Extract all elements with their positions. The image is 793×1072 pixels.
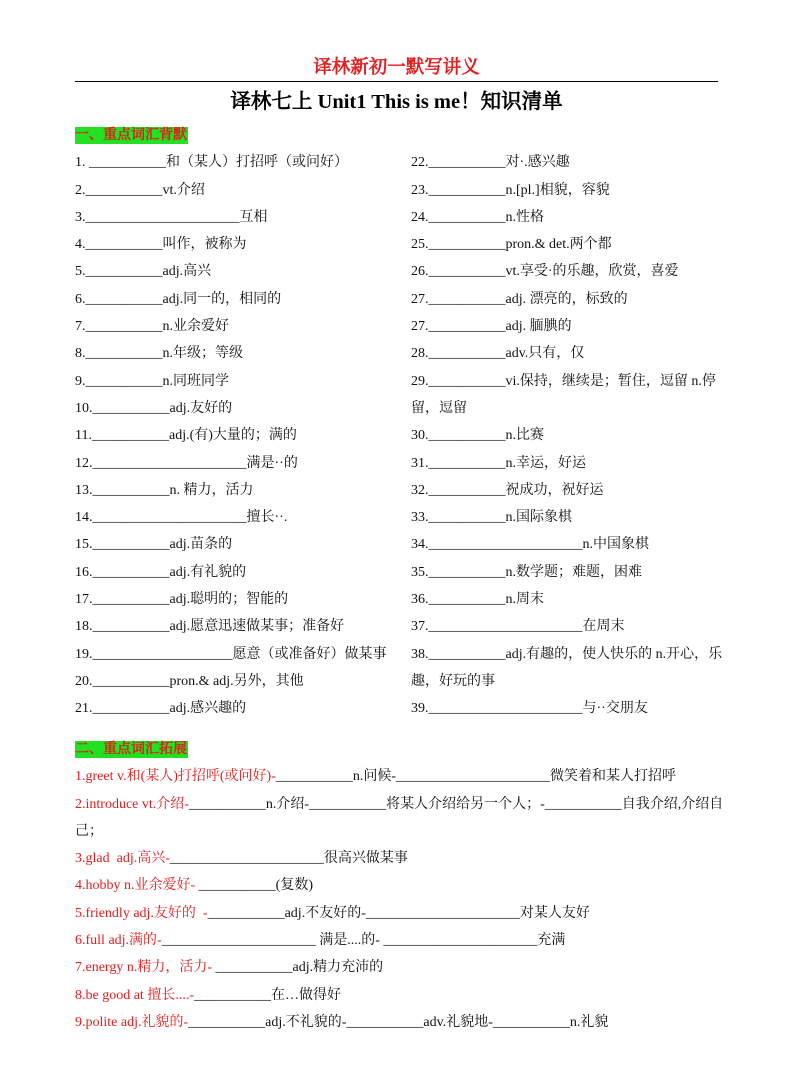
- expansion-item: [75, 845, 730, 872]
- series-title: 译林新初一默写讲义: [313, 58, 480, 78]
- expansion-blanks: ______________________ 满是....的- ______________________充满: [161, 933, 566, 949]
- vocab-item: 29.___________vi.保持，继续是；暂住，逗留 n.停留，逗留: [411, 373, 716, 416]
- section-heading-row: [75, 736, 730, 763]
- vocab-item: 14.______________________擅长··.: [75, 510, 288, 526]
- expansion-blanks: ___________n.问候-______________________微笑着和某人打招呼: [275, 769, 677, 785]
- vocab-item: 39.______________________与··交朋友: [411, 701, 648, 717]
- expansion-blanks: ___________(复数): [195, 878, 313, 894]
- expansion-headword: 6.full adj.满的-: [75, 933, 162, 949]
- expansion-headword: 5.friendly adj.友好的 -: [75, 905, 208, 921]
- expansion-item: [75, 1009, 730, 1036]
- vocab-item: 27.___________adj. 漂亮的，标致的: [411, 291, 628, 307]
- vocab-item: 16.___________adj.有礼貌的: [75, 564, 247, 580]
- vocab-item: 25.___________pron.& det.两个都: [411, 237, 612, 253]
- vocab-item: 1. ___________和（某人）打招呼（或问好）: [75, 155, 348, 171]
- expansion-headword: 9.polite adj.礼貌的-: [75, 1014, 189, 1030]
- vocab-item: 31.___________n.幸运，好运: [411, 455, 586, 471]
- vocab-item: 12.______________________满是··的: [75, 455, 298, 471]
- section-heading-expansion: 二、重点词汇拓展: [75, 742, 187, 757]
- header-rule: [75, 81, 718, 82]
- right-column: [411, 149, 725, 722]
- vocab-item: 19.____________________愿意（或准备好）做某事: [75, 646, 387, 662]
- expansion-item: [75, 954, 730, 981]
- vocab-item: 36.___________n.周末: [411, 592, 544, 608]
- expansion-item: [75, 872, 730, 899]
- vocab-item: 33.___________n.国际象棋: [411, 510, 572, 526]
- vocab-item: 8.___________n.年级；等级: [75, 346, 243, 362]
- vocab-columns: [75, 149, 725, 722]
- expansion-headword: 7.energy n.精力，活力-: [75, 960, 212, 976]
- vocab-item: 3.______________________互相: [75, 209, 268, 225]
- vocab-item: 11.___________adj.(有)大量的；满的: [75, 428, 297, 444]
- expansion-blanks: ______________________很高兴做某事: [169, 851, 408, 867]
- expansion-blanks: ___________adj.不礼貌的-___________adv.礼貌地-___________n.礼貌: [188, 1014, 609, 1030]
- vocab-item: 10.___________adj.友好的: [75, 400, 233, 416]
- vocab-item: 9.___________n.同班同学: [75, 373, 229, 389]
- vocab-item: 34.______________________n.中国象棋: [411, 537, 649, 553]
- vocab-item: 6.___________adj.同一的，相同的: [75, 291, 282, 307]
- section-heading-recall: 一、重点词汇背默: [75, 128, 187, 143]
- vocab-item: 13.___________n. 精力，活力: [75, 482, 254, 498]
- vocab-item: 37.______________________在周末: [411, 619, 625, 635]
- vocab-item: 35.___________n.数学题；难题，困难: [411, 564, 642, 580]
- vocab-item: 30.___________n.比赛: [411, 428, 544, 444]
- vocab-item: 26.___________vt.享受·的乐趣，欣赏，喜爱: [411, 264, 679, 280]
- vocab-item: 18.___________adj.愿意迅速做某事；准备好: [75, 619, 345, 635]
- vocab-item: 17.___________adj.聪明的；智能的: [75, 592, 289, 608]
- section-heading-row: [75, 122, 725, 149]
- vocab-item: 32.___________祝成功，祝好运: [411, 482, 604, 498]
- vocab-item: 27.___________adj. 腼腆的: [411, 319, 572, 335]
- expansion-item: [75, 900, 730, 927]
- vocab-item: 15.___________adj.苗条的: [75, 537, 233, 553]
- expansion-item: [75, 927, 730, 954]
- vocab-item: 7.___________n.业余爱好: [75, 319, 229, 335]
- expansion-item: [75, 982, 730, 1009]
- section-vocabulary-expansion: [75, 736, 730, 1036]
- vocab-item: 5.___________adj.高兴: [75, 264, 212, 280]
- expansion-blanks: ___________adj.不友好的-______________________对某人友好: [207, 905, 590, 921]
- vocab-item: 22.___________对·.感兴趣: [411, 155, 570, 171]
- expansion-headword: 3.glad adj.高兴-: [75, 851, 170, 867]
- vocab-item: 2.___________vt.介绍: [75, 182, 205, 198]
- vocab-item: 4.___________叫作，被称为: [75, 237, 247, 253]
- vocab-item: 24.___________n.性格: [411, 209, 544, 225]
- expansion-headword: 4.hobby n.业余爱好-: [75, 878, 196, 894]
- expansion-blanks: ___________n.介绍-___________将某人介绍给另一个人；-___________自我介绍,介绍自己；: [75, 796, 724, 839]
- vocab-item: 28.___________adv.只有，仅: [411, 346, 585, 362]
- expansion-headword: 8.be good at 擅长....-: [75, 987, 194, 1003]
- left-column: [75, 149, 411, 722]
- vocab-item: 38.___________adj.有趣的，使人快乐的 n.开心，乐趣，好玩的事: [411, 646, 723, 689]
- expansion-item: [75, 763, 730, 790]
- expansion-blanks: ___________adj.精力充沛的: [212, 960, 384, 976]
- vocab-item: 23.___________n.[pl.]相貌，容貌: [411, 182, 610, 198]
- section-vocabulary-recall: [75, 122, 725, 723]
- expansion-headword: 1.greet v.和(某人)打招呼(或问好)-: [75, 769, 276, 785]
- vocab-item: 21.___________adj.感兴趣的: [75, 701, 247, 717]
- expansion-headword: 2.introduce vt.介绍-: [75, 796, 189, 812]
- vocab-item: 20.___________pron.& adj.另外，其他: [75, 673, 304, 689]
- expansion-item: [75, 791, 730, 846]
- expansion-blanks: ___________在…做得好: [193, 987, 341, 1003]
- page-title: 译林七上 Unit1 This is me！知识清单: [230, 91, 563, 113]
